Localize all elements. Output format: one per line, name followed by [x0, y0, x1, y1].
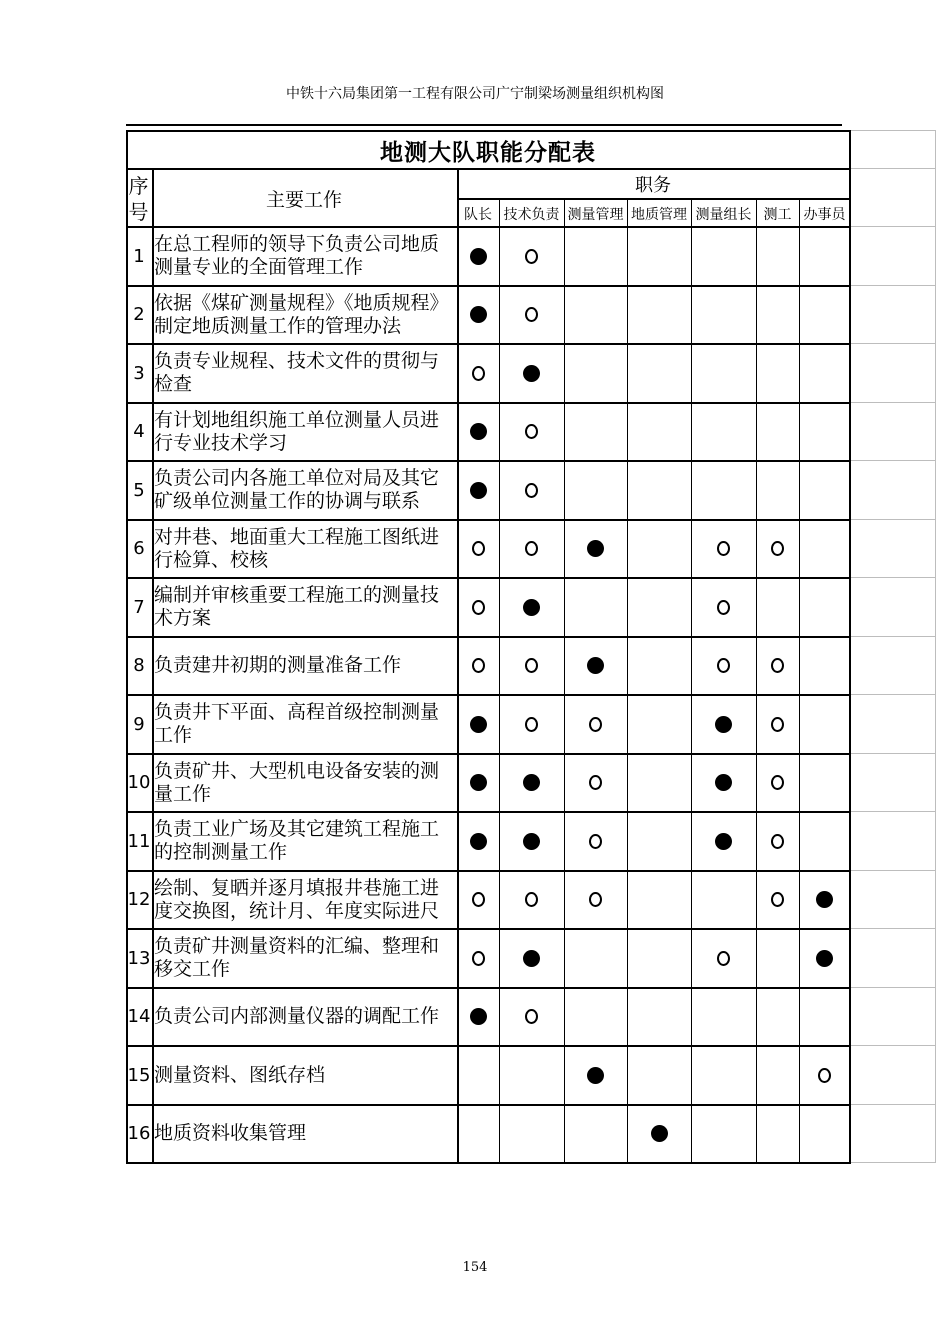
primary-responsibility-mark: [564, 637, 627, 696]
filled-circle-icon: [816, 950, 833, 967]
primary-responsibility-mark: [691, 754, 756, 813]
primary-responsibility-mark: [457, 695, 499, 754]
primary-responsibility-mark: [499, 344, 564, 403]
assist-responsibility-mark: [564, 754, 627, 813]
hollow-circle-icon: [589, 892, 602, 907]
hollow-circle-icon: [525, 717, 538, 732]
assist-responsibility-mark: [564, 812, 627, 871]
row-work: 负责工业广场及其它建筑工程施工的控制测量工作: [154, 818, 440, 864]
assist-responsibility-mark: [457, 637, 499, 696]
hollow-circle-icon: [589, 834, 602, 849]
hollow-circle-icon: [771, 892, 784, 907]
assist-responsibility-mark: [457, 929, 499, 988]
filled-circle-icon: [523, 774, 540, 791]
filled-circle-icon: [715, 716, 732, 733]
hollow-circle-icon: [771, 775, 784, 790]
grid-line: [850, 1045, 936, 1046]
filled-circle-icon: [470, 1008, 487, 1025]
row-seq: 11: [127, 830, 151, 852]
grid-line: [850, 402, 936, 403]
assist-responsibility-mark: [499, 286, 564, 345]
hollow-circle-icon: [771, 658, 784, 673]
row-seq: 4: [133, 421, 145, 443]
filled-circle-icon: [715, 774, 732, 791]
filled-circle-icon: [587, 540, 604, 557]
function-allocation-table: [126, 130, 936, 1162]
grid-line: [850, 694, 936, 695]
row-work: 有计划地组织施工单位测量人员进行专业技术学习: [154, 408, 440, 454]
row-work: 编制并审核重要工程施工的测量技术方案: [154, 584, 440, 630]
primary-responsibility-mark: [691, 812, 756, 871]
grid-line: [850, 928, 936, 929]
grid-line: [850, 811, 936, 812]
primary-responsibility-mark: [691, 695, 756, 754]
page-number: 154: [462, 1260, 488, 1275]
hollow-circle-icon: [472, 658, 485, 673]
filled-circle-icon: [715, 833, 732, 850]
row-work: 地质资料收集管理: [154, 1122, 307, 1145]
assist-responsibility-mark: [499, 988, 564, 1047]
assist-responsibility-mark: [756, 871, 799, 930]
assist-responsibility-mark: [499, 637, 564, 696]
table-border-top: [126, 130, 851, 132]
hollow-circle-icon: [525, 483, 538, 498]
filled-circle-icon: [587, 657, 604, 674]
hollow-circle-icon: [472, 366, 485, 381]
role-header: 测工: [763, 206, 792, 223]
assist-responsibility-mark: [691, 520, 756, 579]
grid-line: [850, 870, 936, 871]
row-seq: 5: [133, 479, 145, 501]
filled-circle-icon: [470, 716, 487, 733]
assist-responsibility-mark: [499, 403, 564, 462]
filled-circle-icon: [470, 423, 487, 440]
filled-circle-icon: [651, 1125, 668, 1142]
primary-responsibility-mark: [499, 929, 564, 988]
hollow-circle-icon: [771, 834, 784, 849]
primary-responsibility-mark: [457, 461, 499, 520]
page-header: 中铁十六局集团第一工程有限公司广宁制梁场测量组织机构图: [286, 86, 664, 102]
hollow-circle-icon: [525, 307, 538, 322]
grid-line: [850, 1104, 936, 1105]
hollow-circle-icon: [589, 717, 602, 732]
grid-line: [850, 987, 936, 988]
grid-line: [850, 460, 936, 461]
primary-responsibility-mark: [627, 1105, 691, 1164]
work-header: 主要工作: [265, 189, 342, 211]
assist-responsibility-mark: [691, 929, 756, 988]
grid-line: [850, 519, 936, 520]
assist-responsibility-mark: [564, 695, 627, 754]
row-seq: 12: [127, 889, 151, 911]
row-work: 负责公司内部测量仪器的调配工作: [154, 1005, 440, 1028]
assist-responsibility-mark: [564, 871, 627, 930]
header-rule: [126, 124, 842, 126]
row-seq: 2: [133, 304, 145, 326]
roles-header: 职务: [635, 175, 671, 196]
hollow-circle-icon: [525, 1009, 538, 1024]
role-header: 技术负责: [503, 206, 560, 223]
row-work: 负责矿井测量资料的汇编、整理和移交工作: [154, 935, 440, 981]
hollow-circle-icon: [717, 600, 730, 615]
row-work: 负责专业规程、技术文件的贯彻与检查: [154, 350, 440, 396]
primary-responsibility-mark: [457, 754, 499, 813]
title-divider: [126, 168, 851, 170]
assist-responsibility-mark: [457, 578, 499, 637]
primary-responsibility-mark: [799, 929, 850, 988]
assist-responsibility-mark: [691, 637, 756, 696]
grid-line: [850, 168, 936, 169]
hollow-circle-icon: [717, 951, 730, 966]
hollow-circle-icon: [472, 541, 485, 556]
hollow-circle-icon: [525, 249, 538, 264]
row-seq: 16: [127, 1123, 151, 1145]
row-work: 负责井下平面、高程首级控制测量工作: [154, 701, 440, 747]
row-seq: 6: [133, 538, 145, 560]
grid-line: [850, 285, 936, 286]
assist-responsibility-mark: [799, 1046, 850, 1105]
hollow-circle-icon: [472, 600, 485, 615]
row-seq: 9: [133, 713, 145, 735]
hollow-circle-icon: [717, 658, 730, 673]
hollow-circle-icon: [771, 717, 784, 732]
role-header: 测量组长: [695, 206, 752, 223]
primary-responsibility-mark: [564, 1046, 627, 1105]
role-header: 办事员: [803, 206, 846, 223]
filled-circle-icon: [470, 482, 487, 499]
seq-header: 序号: [128, 173, 149, 224]
hollow-circle-icon: [717, 541, 730, 556]
row-work: 测量资料、图纸存档: [154, 1063, 326, 1086]
filled-circle-icon: [523, 833, 540, 850]
assist-responsibility-mark: [499, 520, 564, 579]
filled-circle-icon: [470, 306, 487, 323]
hollow-circle-icon: [525, 892, 538, 907]
row-work: 绘制、复晒并逐月填报井巷施工进度交换图，统计月、年度实际进尺: [154, 876, 440, 922]
row-seq: 10: [127, 772, 151, 794]
row-seq: 14: [127, 1006, 151, 1028]
filled-circle-icon: [470, 774, 487, 791]
primary-responsibility-mark: [457, 227, 499, 286]
role-header: 地质管理: [631, 206, 687, 223]
assist-responsibility-mark: [457, 344, 499, 403]
hollow-circle-icon: [525, 541, 538, 556]
filled-circle-icon: [523, 950, 540, 967]
primary-responsibility-mark: [799, 871, 850, 930]
hollow-circle-icon: [472, 951, 485, 966]
row-work: 依据《煤矿测量规程》《地质规程》制定地质测量工作的管理办法: [154, 291, 449, 337]
row-seq: 3: [133, 362, 145, 384]
assist-responsibility-mark: [457, 520, 499, 579]
row-seq: 7: [133, 596, 145, 618]
filled-circle-icon: [470, 248, 487, 265]
assist-responsibility-mark: [457, 871, 499, 930]
primary-responsibility-mark: [499, 754, 564, 813]
filled-circle-icon: [470, 833, 487, 850]
assist-responsibility-mark: [756, 812, 799, 871]
grid-line: [850, 226, 936, 227]
primary-responsibility-mark: [457, 812, 499, 871]
grid-line: [850, 753, 936, 754]
primary-responsibility-mark: [457, 988, 499, 1047]
assist-responsibility-mark: [756, 637, 799, 696]
role-header: 测量管理: [567, 206, 624, 223]
grid-line: [850, 1162, 936, 1163]
assist-responsibility-mark: [499, 695, 564, 754]
assist-responsibility-mark: [499, 227, 564, 286]
row-work: 对井巷、地面重大工程施工图纸进行检算、校核: [154, 525, 440, 571]
row-seq: 13: [127, 947, 151, 969]
grid-line: [850, 577, 936, 578]
hollow-circle-icon: [525, 658, 538, 673]
table-title: 地测大队职能分配表: [380, 139, 596, 166]
role-header: 队长: [464, 206, 492, 223]
filled-circle-icon: [523, 599, 540, 616]
assist-responsibility-mark: [499, 871, 564, 930]
assist-responsibility-mark: [756, 520, 799, 579]
assist-responsibility-mark: [499, 461, 564, 520]
hollow-circle-icon: [472, 892, 485, 907]
primary-responsibility-mark: [499, 812, 564, 871]
grid-line: [850, 130, 936, 131]
hollow-circle-icon: [818, 1068, 831, 1083]
filled-circle-icon: [587, 1067, 604, 1084]
primary-responsibility-mark: [564, 520, 627, 579]
hollow-circle-icon: [771, 541, 784, 556]
hollow-circle-icon: [589, 775, 602, 790]
filled-circle-icon: [523, 365, 540, 382]
primary-responsibility-mark: [457, 403, 499, 462]
grid-line: [850, 636, 936, 637]
row-work: 在总工程师的领导下负责公司地质测量专业的全面管理工作: [154, 233, 440, 279]
grid-line: [850, 343, 936, 344]
hollow-circle-icon: [525, 424, 538, 439]
row-seq: 1: [133, 245, 145, 267]
row-work: 负责建井初期的测量准备工作: [154, 654, 402, 677]
row-work: 负责公司内各施工单位对局及其它矿级单位测量工作的协调与联系: [154, 467, 440, 513]
row-work: 负责矿井、大型机电设备安装的测量工作: [154, 759, 440, 805]
primary-responsibility-mark: [457, 286, 499, 345]
row-seq: 15: [127, 1064, 151, 1086]
assist-responsibility-mark: [756, 754, 799, 813]
row-seq: 8: [133, 655, 145, 677]
filled-circle-icon: [816, 891, 833, 908]
assist-responsibility-mark: [756, 695, 799, 754]
assist-responsibility-mark: [691, 578, 756, 637]
primary-responsibility-mark: [499, 578, 564, 637]
